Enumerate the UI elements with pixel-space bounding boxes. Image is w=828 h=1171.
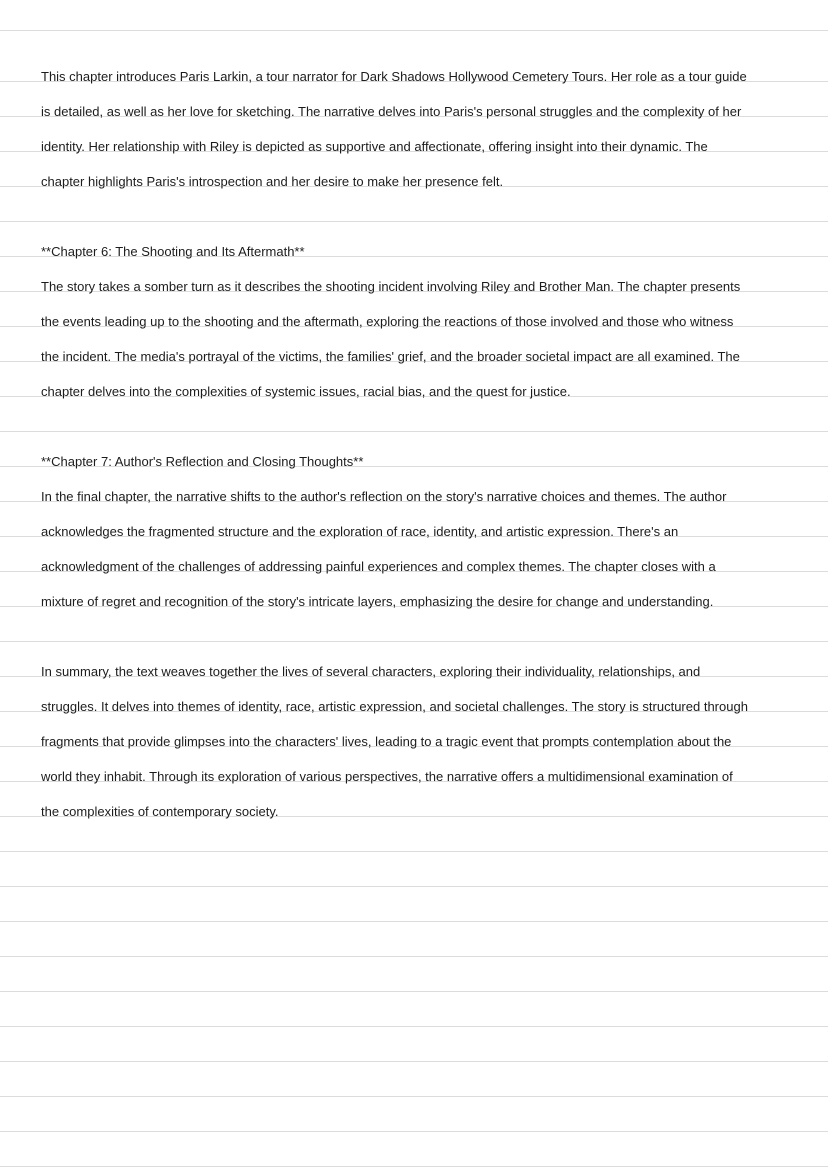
summary-paragraph-line: fragments that provide glimpses into the characters' lives, leading to a tragic event that prompts contemplation about the xyxy=(41,734,732,749)
chapter6-paragraph-line: the events leading up to the shooting and the aftermath, exploring the reactions of those involved and those who witness xyxy=(41,314,734,329)
chapter6-paragraph-line: chapter delves into the complexities of systemic issues, racial bias, and the quest for justice. xyxy=(41,384,571,399)
summary-paragraph-line: world they inhabit. Through its exploration of various perspectives, the narrative offers a multidimensional examination of xyxy=(41,769,733,784)
summary-paragraph-line: struggles. It delves into themes of identity, race, artistic expression, and societal challenges. The story is structured through xyxy=(41,699,748,714)
chapter7-paragraph-line: In the final chapter, the narrative shifts to the author's reflection on the story's narrative choices and themes. The author xyxy=(41,489,727,504)
chapter6-paragraph-line: The story takes a somber turn as it describes the shooting incident involving Riley and Brother Man. The chapter presents xyxy=(41,279,741,294)
intro-paragraph-line: This chapter introduces Paris Larkin, a tour narrator for Dark Shadows Hollywood Cemetery Tours. Her role as a tour guide xyxy=(41,69,747,84)
chapter6-paragraph-line: the incident. The media's portrayal of the victims, the families' grief, and the broader societal impact are all examined. The xyxy=(41,349,740,364)
intro-paragraph-line: chapter highlights Paris's introspection and her desire to make her presence felt. xyxy=(41,174,504,189)
intro-paragraph-line: is detailed, as well as her love for sketching. The narrative delves into Paris's personal struggles and the complexity of her xyxy=(41,104,742,119)
intro-paragraph-line: identity. Her relationship with Riley is depicted as supportive and affectionate, offering insight into their dynamic. The xyxy=(41,139,708,154)
chapter7-paragraph-line: acknowledges the fragmented structure and the exploration of race, identity, and artistic expression. There's an xyxy=(41,524,679,539)
chapter7-paragraph-line: acknowledgment of the challenges of addressing painful experiences and complex themes. The chapter closes with a xyxy=(41,559,716,574)
summary-paragraph-line: In summary, the text weaves together the lives of several characters, exploring their individuality, relationships, and xyxy=(41,664,701,679)
summary-paragraph-line: the complexities of contemporary society. xyxy=(41,804,279,819)
chapter7-heading: **Chapter 7: Author's Reflection and Closing Thoughts** xyxy=(41,454,364,469)
chapter7-paragraph-line: mixture of regret and recognition of the story's intricate layers, emphasizing the desire for change and understanding. xyxy=(41,594,714,609)
chapter6-heading: **Chapter 6: The Shooting and Its Aftermath** xyxy=(41,244,305,259)
